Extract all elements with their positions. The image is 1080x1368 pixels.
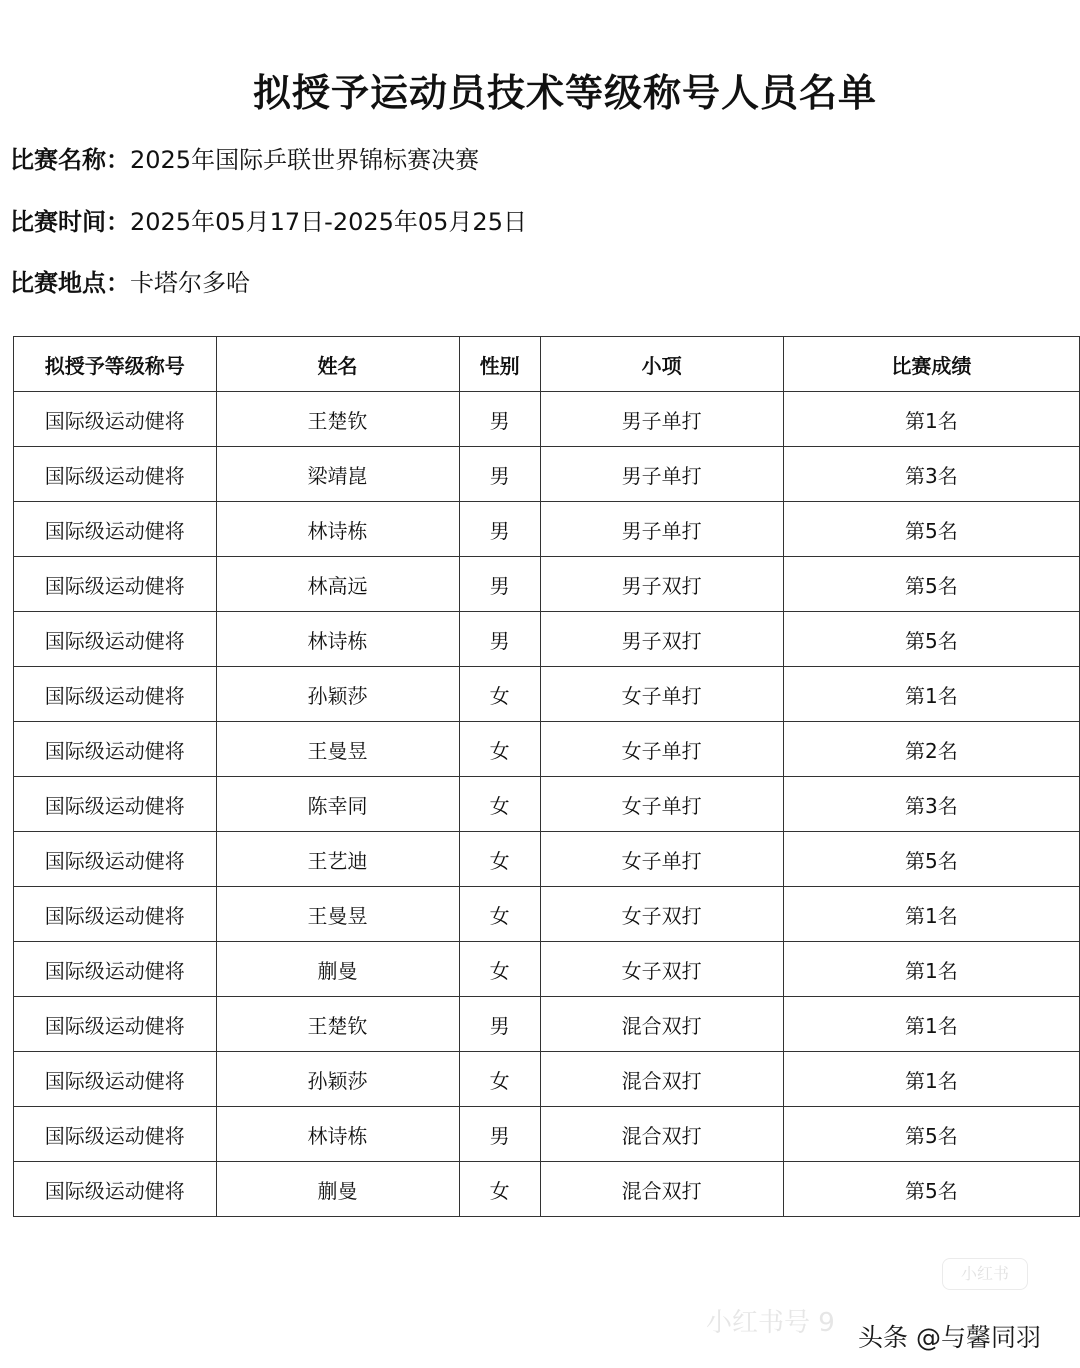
competition-place-value: 卡塔尔多哈 [130, 269, 250, 297]
source-watermark: 头条 @与馨同羽 [858, 1323, 1041, 1352]
cell-name: 孙颖莎 [216, 667, 459, 722]
table-row [14, 667, 1080, 722]
cell-gender: 男 [459, 1107, 540, 1162]
cell-event: 男子单打 [540, 502, 783, 557]
cell-event: 男子双打 [540, 612, 783, 667]
cell-name: 林诗栋 [216, 612, 459, 667]
cell-result: 第1名 [783, 997, 1079, 1052]
table-row [14, 1052, 1080, 1107]
cell-gender: 男 [459, 612, 540, 667]
cell-result: 第1名 [783, 667, 1079, 722]
cell-result: 第1名 [783, 392, 1079, 447]
competition-time-label: 比赛时间： [10, 208, 130, 236]
cell-level: 国际级运动健将 [14, 777, 217, 832]
cell-name: 蒯曼 [216, 1162, 459, 1217]
cell-result: 第5名 [783, 557, 1079, 612]
cell-level: 国际级运动健将 [14, 502, 217, 557]
cell-level: 国际级运动健将 [14, 612, 217, 667]
cell-result: 第5名 [783, 612, 1079, 667]
cell-level: 国际级运动健将 [14, 667, 217, 722]
cell-event: 男子双打 [540, 557, 783, 612]
table-body [14, 392, 1080, 1217]
cell-event: 女子双打 [540, 942, 783, 997]
cell-name: 蒯曼 [216, 942, 459, 997]
cell-result: 第2名 [783, 722, 1079, 777]
cell-level: 国际级运动健将 [14, 1162, 217, 1217]
cell-gender: 男 [459, 447, 540, 502]
cell-result: 第5名 [783, 1107, 1079, 1162]
table-row [14, 447, 1080, 502]
competition-time-line [10, 202, 527, 237]
table-row [14, 722, 1080, 777]
cell-result: 第1名 [783, 1052, 1079, 1107]
watermark-logo: 小红书 [942, 1258, 1028, 1290]
cell-name: 林诗栋 [216, 502, 459, 557]
cell-result: 第5名 [783, 502, 1079, 557]
cell-gender: 男 [459, 557, 540, 612]
table-row [14, 612, 1080, 667]
cell-event: 女子双打 [540, 887, 783, 942]
cell-name: 孙颖莎 [216, 1052, 459, 1107]
cell-level: 国际级运动健将 [14, 1052, 217, 1107]
cell-level: 国际级运动健将 [14, 447, 217, 502]
cell-name: 梁靖崑 [216, 447, 459, 502]
table-row [14, 392, 1080, 447]
cell-result: 第3名 [783, 777, 1079, 832]
cell-event: 男子单打 [540, 447, 783, 502]
cell-gender: 女 [459, 722, 540, 777]
cell-event: 混合双打 [540, 1162, 783, 1217]
table-row [14, 1162, 1080, 1217]
cell-result: 第5名 [783, 1162, 1079, 1217]
cell-name: 林诗栋 [216, 1107, 459, 1162]
cell-level: 国际级运动健将 [14, 832, 217, 887]
cell-level: 国际级运动健将 [14, 887, 217, 942]
cell-gender: 女 [459, 1162, 540, 1217]
cell-name: 王曼昱 [216, 722, 459, 777]
athlete-roster-table [13, 336, 1080, 1217]
table-header-row [14, 337, 1080, 392]
cell-level: 国际级运动健将 [14, 997, 217, 1052]
competition-name-line [10, 140, 479, 175]
cell-gender: 女 [459, 1052, 540, 1107]
header-result: 比赛成绩 [783, 337, 1079, 392]
cell-result: 第1名 [783, 887, 1079, 942]
cell-event: 混合双打 [540, 1107, 783, 1162]
watermark-id: 小红书号 9 [706, 1308, 835, 1338]
table-row [14, 887, 1080, 942]
header-level: 拟授予等级称号 [14, 337, 217, 392]
cell-gender: 女 [459, 667, 540, 722]
cell-result: 第3名 [783, 447, 1079, 502]
competition-time-value: 2025年05月17日-2025年05月25日 [130, 208, 527, 236]
cell-event: 女子单打 [540, 722, 783, 777]
table-row [14, 942, 1080, 997]
cell-gender: 女 [459, 942, 540, 997]
cell-level: 国际级运动健将 [14, 722, 217, 777]
cell-level: 国际级运动健将 [14, 392, 217, 447]
cell-gender: 女 [459, 777, 540, 832]
competition-place-label: 比赛地点： [10, 269, 130, 297]
cell-level: 国际级运动健将 [14, 557, 217, 612]
cell-event: 混合双打 [540, 1052, 783, 1107]
table-row [14, 502, 1080, 557]
header-event: 小项 [540, 337, 783, 392]
header-gender: 性别 [459, 337, 540, 392]
cell-level: 国际级运动健将 [14, 1107, 217, 1162]
cell-name: 林高远 [216, 557, 459, 612]
cell-gender: 女 [459, 832, 540, 887]
table-row [14, 832, 1080, 887]
cell-name: 王楚钦 [216, 392, 459, 447]
cell-level: 国际级运动健将 [14, 942, 217, 997]
competition-name-label: 比赛名称： [10, 146, 130, 174]
cell-event: 女子单打 [540, 832, 783, 887]
cell-gender: 女 [459, 887, 540, 942]
cell-name: 王艺迪 [216, 832, 459, 887]
header-name: 姓名 [216, 337, 459, 392]
table-row [14, 1107, 1080, 1162]
cell-event: 女子单打 [540, 667, 783, 722]
competition-place-line [10, 263, 250, 298]
cell-result: 第1名 [783, 942, 1079, 997]
table-row [14, 997, 1080, 1052]
cell-name: 王曼昱 [216, 887, 459, 942]
table-row [14, 777, 1080, 832]
cell-event: 混合双打 [540, 997, 783, 1052]
table-row [14, 557, 1080, 612]
page-title: 拟授予运动员技术等级称号人员名单 [252, 71, 877, 115]
cell-gender: 男 [459, 502, 540, 557]
cell-gender: 男 [459, 392, 540, 447]
competition-name-value: 2025年国际乒联世界锦标赛决赛 [130, 146, 480, 174]
cell-result: 第5名 [783, 832, 1079, 887]
cell-gender: 男 [459, 997, 540, 1052]
cell-name: 王楚钦 [216, 997, 459, 1052]
cell-event: 女子单打 [540, 777, 783, 832]
cell-name: 陈幸同 [216, 777, 459, 832]
cell-event: 男子单打 [540, 392, 783, 447]
